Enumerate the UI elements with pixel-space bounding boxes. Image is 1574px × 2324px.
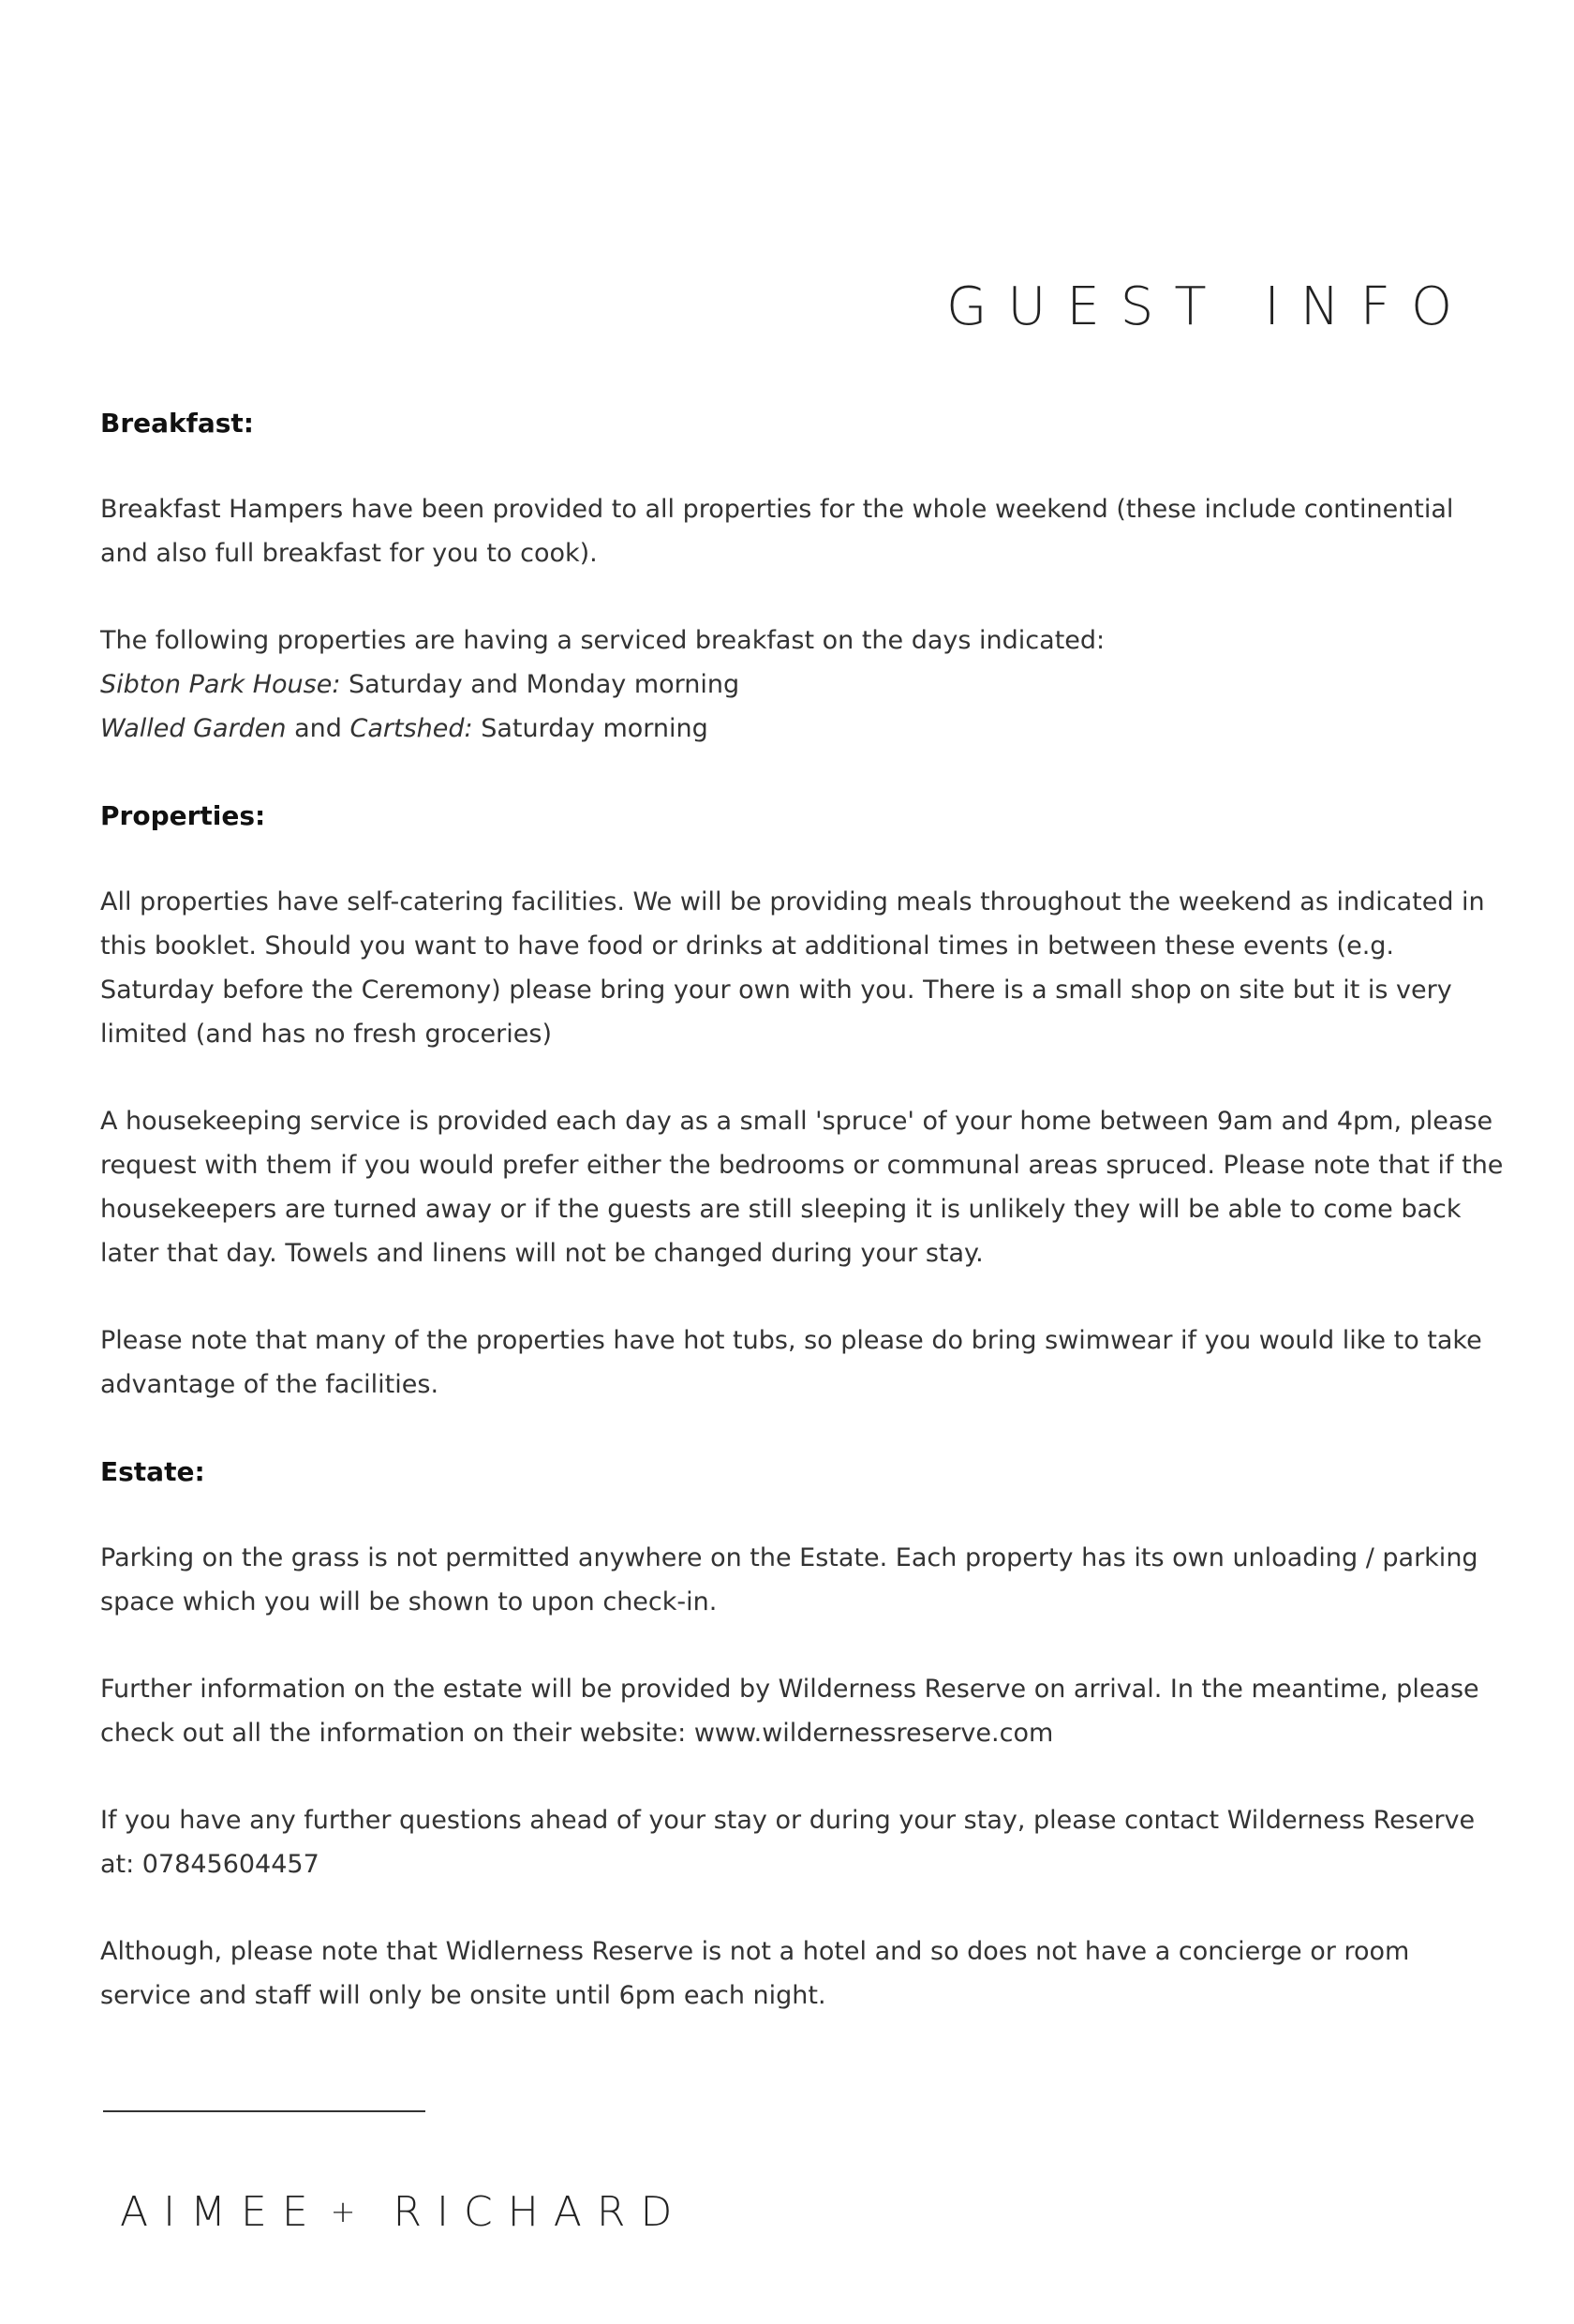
serviced-breakfast-line-2: [100, 707, 1506, 751]
serviced-breakfast-line-1: [100, 663, 1506, 707]
breakfast-heading: Breakfast:: [100, 408, 254, 439]
serviced-breakfast-intro: The following properties are having a serviced breakfast on the days indicated:: [100, 626, 1106, 655]
conjunction: and: [286, 714, 350, 743]
breakfast-days: Saturday and Monday morning: [340, 670, 740, 699]
housekeeping-paragraph: A housekeeping service is provided each day as a small 'spruce' of your home between 9am and 4pm, please request with them if you would prefer either the bedrooms or communal areas spruced. Please note that if the housekeepers are turned away or if the guests are still sleeping it is unlikely they will be able to come back later that day. Towels and linens will not be changed during your stay.: [100, 1107, 1504, 1268]
property-name: Walled Garden: [100, 714, 287, 743]
main-content: [100, 403, 1506, 2018]
contact-paragraph: If you have any further questions ahead of your stay or during your stay, please contact Wilderness Reserve at: 07845604457: [100, 1806, 1476, 1879]
page-title: GUEST INFO: [946, 276, 1474, 337]
further-info-paragraph: Further information on the estate will be provided by Wilderness Reserve on arrival. In the meantime, please check out all the information on their website: www.wildernessreserve.com: [100, 1675, 1479, 1748]
properties-heading: Properties:: [100, 800, 266, 831]
divider-rule: [103, 2110, 425, 2112]
signature-name-b: RICHARD: [393, 2188, 688, 2236]
parking-paragraph: Parking on the grass is not permitted anywhere on the Estate. Each property has its own unloading / parking space which you will be shown to upon check-in.: [100, 1543, 1478, 1616]
breakfast-days: Saturday morning: [472, 714, 708, 743]
property-name: Cartshed:: [349, 714, 473, 743]
self-catering-paragraph: All properties have self-catering facilities. We will be providing meals throughout the weekend as indicated in this booklet. Should you want to have food or drinks at additional times in between these events (e.g. Saturday before the Ceremony) please bring your own with you. There is a small shop on site but it is very limited (and has no fresh groceries): [100, 887, 1485, 1049]
breakfast-hampers-paragraph: Breakfast Hampers have been provided to all properties for the whole weekend (these include continential and also full breakfast for you to cook).: [100, 495, 1454, 568]
property-name: Sibton Park House:: [100, 670, 341, 699]
signature-plus: +: [330, 2194, 356, 2229]
estate-heading: Estate:: [100, 1456, 205, 1487]
hot-tubs-paragraph: Please note that many of the properties have hot tubs, so please do bring swimwear if you would like to take advantage of the facilities.: [100, 1326, 1482, 1399]
footer-signature: [120, 2188, 687, 2236]
signature-name-a: AIMEE: [120, 2188, 323, 2236]
not-a-hotel-paragraph: Although, please note that Widlerness Reserve is not a hotel and so does not have a concierge or room service and staff will only be onsite until 6pm each night.: [100, 1937, 1410, 2010]
